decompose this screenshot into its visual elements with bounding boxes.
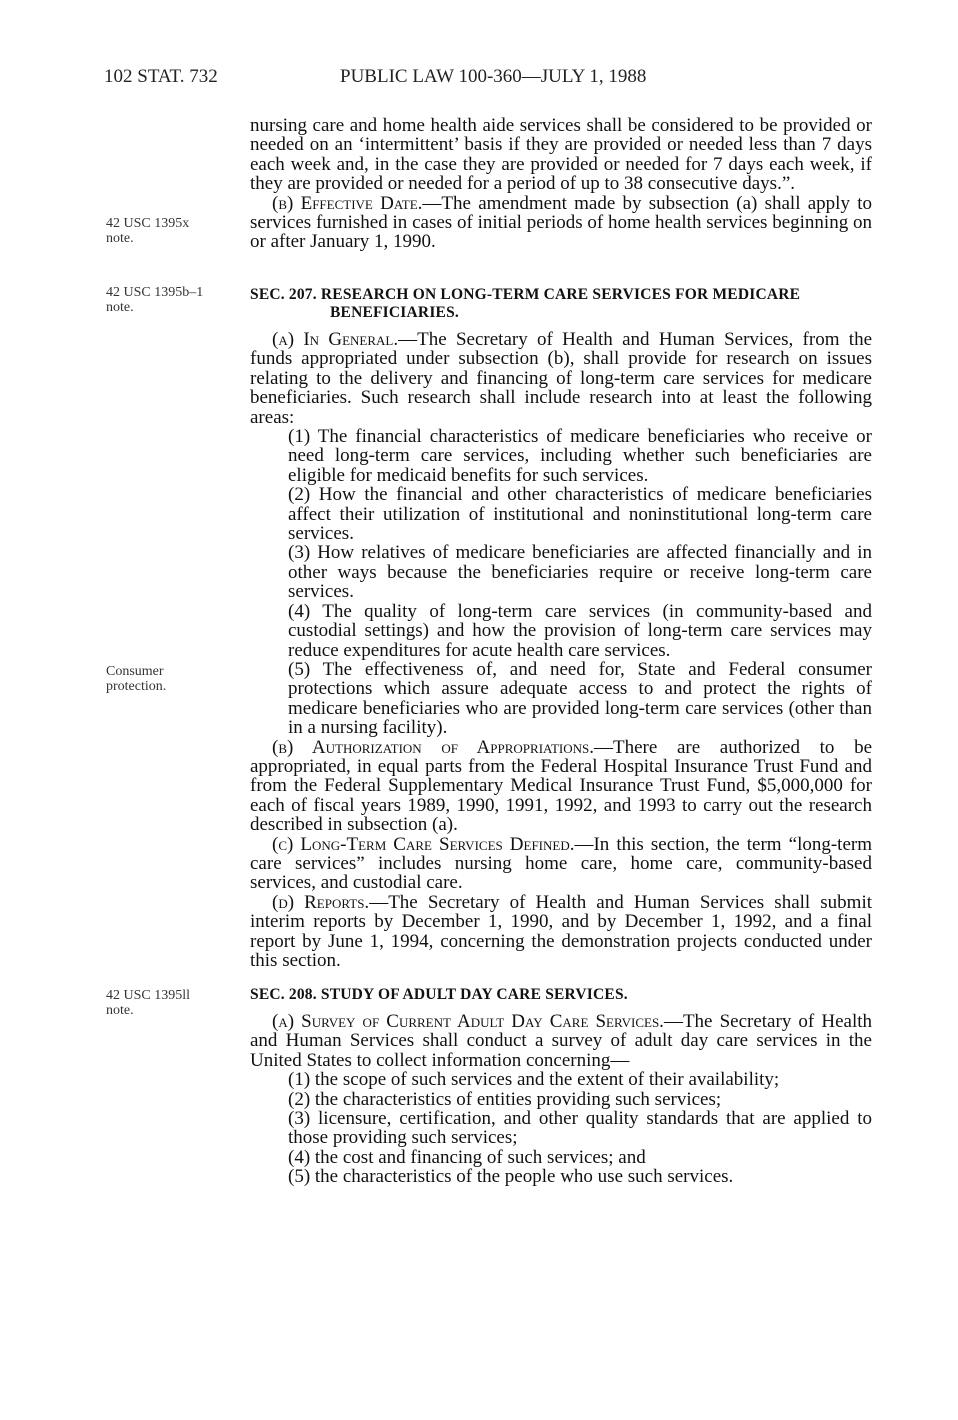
section-207 (250, 286, 872, 970)
sec208-item-2: (2) the characteristics of entities providing such services; (288, 1088, 722, 1110)
margin-note-line: protection. (106, 679, 167, 694)
sec207-c-heading: (c) Long-Term Care Services Defined. (272, 833, 575, 855)
stat-page-number: 102 STAT. 732 (104, 66, 218, 87)
sec207-item-5: (5) The effectiveness of, and need for, State and Federal consumer protections which assure adequate access to and protect the rights of medicare beneficiaries who are provided long-term care services (other than in a nursing facility). (288, 658, 872, 739)
sec207-a-heading: (a) In General. (272, 329, 399, 350)
page-header (104, 66, 884, 90)
sec207-subsection-d (250, 893, 872, 971)
margin-note-line: note. (106, 231, 134, 246)
sec207-item-1: (1) The financial characteristics of medicare beneficiaries who receive or need long-term care services, including whether such beneficiaries are eligible for medicaid benefits for such services. (288, 426, 872, 486)
sec207-item-2: (2) How the financial and other characteristics of medicare beneficiaries affect their utilization of institutional and noninstitutional long-term care services. (288, 484, 872, 545)
margin-note-line: 42 USC 1395b–1 (106, 285, 204, 300)
sec207-b-heading: (b) Authorization of Appropriations. (272, 736, 595, 758)
margin-note-consumer-protection (106, 664, 236, 694)
sec207-b-text: —There are authorized to be appropriated, in equal parts from the Federal Hospital Insurance Trust Fund and from the Federal Supplementary Medical Insurance Trust Fund, $5,000,000 for each of fiscal years 1989, 1990, 1991, 1992, and 1993 to carry out the research described in subsection (a). (250, 736, 873, 836)
sec208-a-text: —The Secretary of Health and Human Services shall conduct a survey of adult day care services in the United States to collect information concerning— (250, 1011, 872, 1071)
margin-note-1395x (106, 216, 236, 246)
law-title: PUBLIC LAW 100-360—JULY 1, 1988 (340, 66, 647, 87)
continuation-block (250, 116, 872, 252)
margin-note-1395ll (106, 988, 236, 1018)
sec208-item-1: (1) the scope of such services and the extent of their availability; (288, 1069, 780, 1091)
sec207-item-4: (4) The quality of long-term care services (in community-based and custodial settings) and how the provision of long-term care services may reduce expenditures for acute health care services. (288, 600, 872, 661)
sec207-c-text: —In this section, the term “long-term care services” includes nursing home care, home care, community-based services, and custodial care. (250, 833, 872, 894)
sec208-subsection-a (250, 1012, 872, 1070)
sec207-item-3: (3) How relatives of medicare beneficiaries are affected financially and in other ways because the beneficiaries require or receive long-term care services. (288, 542, 872, 603)
sec207-subsection-c (250, 835, 872, 893)
section-207-title: SEC. 207. RESEARCH ON LONG-TERM CARE SERVICES FOR MEDICARE BENEFICIARIES. (250, 286, 801, 321)
continuation-paragraph: nursing care and home health aide services shall be considered to be provided or needed on an ‘intermittent’ basis if they are provided or needed less than 7 days each week and, in the case they are provided or needed for 7 days each week, if they are provided or needed for a period of up to 38 consecutive days.”. (250, 115, 872, 195)
effective-date-text: —The amendment made by subsection (a) shall apply to services furnished in cases of initial periods of home health services beginning on or after January 1, 1990. (250, 192, 872, 253)
margin-note-1395b-1 (106, 285, 236, 315)
sec207-d-heading: (d) Reports. (272, 891, 370, 913)
margin-note-line: note. (106, 300, 134, 315)
sec208-item-5: (5) the characteristics of the people who use such services. (288, 1166, 734, 1188)
sec208-item-4: (4) the cost and financing of such services; and (288, 1146, 646, 1168)
margin-note-line: Consumer (106, 664, 164, 679)
sec207-subsection-b (250, 738, 872, 835)
sec208-a-heading: (a) Survey of Current Adult Day Care Services. (272, 1011, 664, 1032)
sec208-item-3: (3) licensure, certification, and other quality standards that are applied to those providing such services; (288, 1108, 872, 1149)
margin-note-line: 42 USC 1395x (106, 216, 190, 231)
sec207-a-text: —The Secretary of Health and Human Services, from the funds appropriated under subsection (b), shall provide for research on issues relating to the delivery and financing of long-term care services for medicare beneficiaries. Such research shall include research into at least the following areas: (250, 329, 872, 428)
effective-date-paragraph (250, 194, 872, 252)
margin-note-line: note. (106, 1003, 134, 1018)
effective-date-heading: (b) Effective Date. (272, 192, 423, 214)
section-208 (250, 986, 872, 1187)
sec207-d-text: —The Secretary of Health and Human Services shall submit interim reports by December 1, 1990, and by December 1, 1992, and a final report by June 1, 1994, concerning the demonstration projects conducted under this section. (250, 891, 873, 971)
sec207-subsection-a (250, 330, 872, 427)
margin-note-line: 42 USC 1395ll (106, 988, 191, 1003)
section-208-title: SEC. 208. STUDY OF ADULT DAY CARE SERVICES. (250, 986, 628, 1003)
